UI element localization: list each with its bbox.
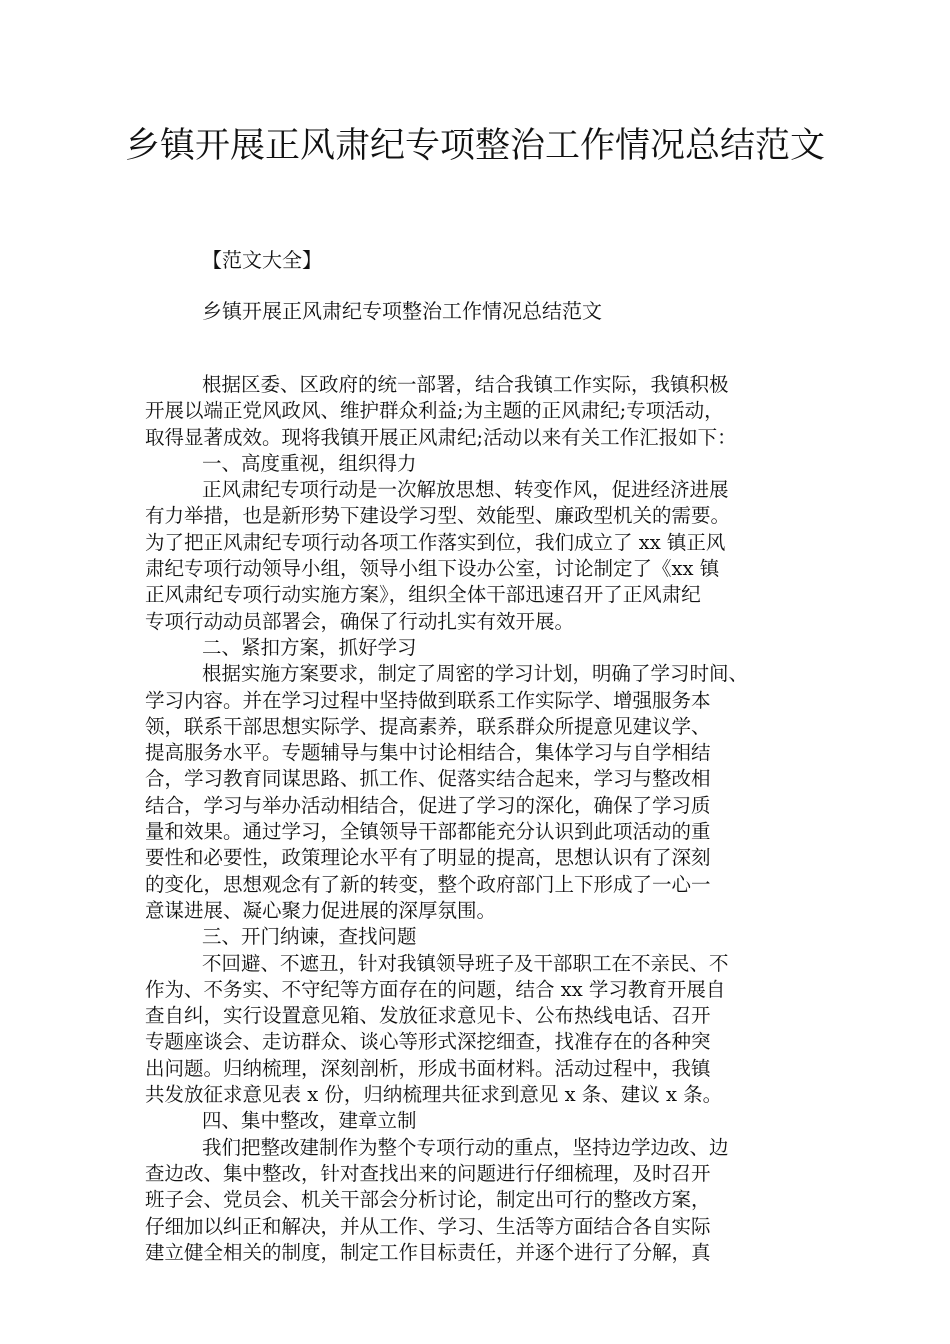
document-subtitle: 乡镇开展正风肃纪专项整治工作情况总结范文 [202, 299, 602, 323]
body-line: 结合，学习与举办活动相结合，促进了学习的深化，确保了学习质 [145, 793, 711, 817]
body-line: 专题座谈会、走访群众、谈心等形式深挖细查，找准存在的各种突 [145, 1030, 711, 1054]
body-line: 建立健全相关的制度，制定工作目标责任，并逐个进行了分解，真 [145, 1240, 711, 1264]
body-line: 仔细加以纠正和解决，并从工作、学习、生活等方面结合各自实际 [145, 1214, 711, 1238]
body-line: 的变化，思想观念有了新的转变，整个政府部门上下形成了一心一 [145, 872, 711, 896]
body-line: 一、高度重视，组织得力 [202, 451, 417, 475]
body-line: 学习内容。并在学习过程中坚持做到联系工作实际学、增强服务本 [145, 688, 711, 712]
body-line: 我们把整改建制作为整个专项行动的重点，坚持边学边改、边 [202, 1135, 729, 1159]
body-line: 作为、不务实、不守纪等方面存在的问题，结合 xx 学习教育开展自 [145, 977, 726, 1001]
body-line: 肃纪专项行动领导小组，领导小组下设办公室，讨论制定了《xx 镇 [145, 557, 720, 581]
body-line: 四、集中整改，建章立制 [202, 1109, 417, 1133]
body-line: 正风肃纪专项行动是一次解放思想、转变作风，促进经济进展 [202, 478, 729, 502]
body-line: 取得显著成效。现将我镇开展正风肃纪;活动以来有关工作汇报如下： [145, 425, 737, 449]
body-line: 合，学习教育同谋思路、抓工作、促落实结合起来，学习与整改相 [145, 767, 711, 791]
body-line: 共发放征求意见表 x 份，归纳梳理共征求到意见 x 条、建议 x 条。 [145, 1083, 723, 1107]
body-line: 专项行动动员部署会，确保了行动扎实有效开展。 [145, 609, 575, 633]
category-tag: 【范文大全】 [202, 248, 322, 272]
body-line: 量和效果。通过学习，全镇领导干部都能充分认识到此项活动的重 [145, 820, 711, 844]
body-line: 查自纠，实行设置意见箱、发放征求意见卡、公布热线电话、召开 [145, 1004, 711, 1028]
body-line: 班子会、党员会、机关干部会分析讨论，制定出可行的整改方案， [145, 1188, 711, 1212]
body-line: 出问题。归纳梳理，深刻剖析，形成书面材料。活动过程中，我镇 [145, 1056, 711, 1080]
body-line: 三、开门纳谏，查找问题 [202, 925, 417, 949]
body-text [145, 372, 817, 1266]
body-line: 根据区委、区政府的统一部署，结合我镇工作实际，我镇积极 [202, 373, 729, 396]
body-line: 为了把正风肃纪专项行动各项工作落实到位，我们成立了 xx 镇正风 [145, 530, 726, 554]
body-line: 要性和必要性，政策理论水平有了明显的提高，思想认识有了深刻 [145, 846, 711, 870]
body-line: 领，联系干部思想实际学、提高素养，联系群众所提意见建议学、 [145, 714, 711, 738]
body-line: 开展以端正党风政风、维护群众利益;为主题的正风肃纪;专项活动， [145, 399, 724, 423]
body-line: 二、紧扣方案，抓好学习 [202, 635, 417, 659]
body-line: 意谋进展、凝心聚力促进展的深厚氛围。 [145, 898, 497, 922]
body-line: 正风肃纪专项行动实施方案》，组织全体干部迅速召开了正风肃纪 [145, 583, 701, 607]
body-line: 根据实施方案要求，制定了周密的学习计划，明确了学习时间、 [202, 662, 749, 686]
body-line: 不回避、不遮丑，针对我镇领导班子及干部职工在不亲民、不 [202, 951, 729, 975]
page-title: 乡镇开展正风肃纪专项整治工作情况总结范文 [124, 126, 825, 166]
body-line: 提高服务水平。专题辅导与集中讨论相结合，集体学习与自学相结 [145, 741, 711, 765]
body-line: 有力举措，也是新形势下建设学习型、效能型、廉政型机关的需要。 [145, 504, 731, 528]
body-line: 查边改、集中整改，针对查找出来的问题进行仔细梳理，及时召开 [145, 1161, 711, 1185]
